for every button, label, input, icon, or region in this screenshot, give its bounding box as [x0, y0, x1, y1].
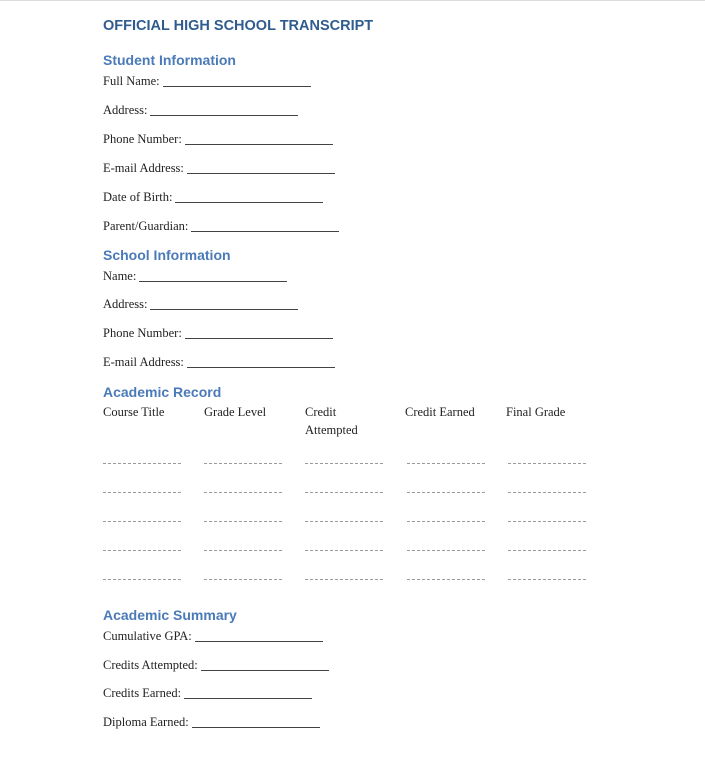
full-name-input-line[interactable] — [163, 74, 311, 87]
final-grade-cell[interactable] — [508, 550, 586, 551]
diploma-earned-field[interactable] — [103, 713, 320, 731]
field-label: Phone Number: — [103, 132, 182, 146]
course-title-cell[interactable] — [103, 521, 181, 522]
final-grade-cell[interactable] — [508, 579, 586, 580]
course-title-cell[interactable] — [103, 463, 181, 464]
credits-earned-field[interactable] — [103, 684, 312, 702]
field-label: Credits Attempted: — [103, 658, 198, 672]
column-header-final-grade: Final Grade — [506, 405, 566, 419]
course-title-cell[interactable] — [103, 550, 181, 551]
grade-level-cell[interactable] — [204, 492, 282, 493]
school-phone-input-line[interactable] — [185, 326, 333, 339]
grade-level-cell[interactable] — [204, 463, 282, 464]
dob-input-line[interactable] — [175, 190, 323, 203]
course-title-cell[interactable] — [103, 579, 181, 580]
credits-attempted-input-line[interactable] — [201, 658, 329, 671]
school-address-field[interactable] — [103, 295, 298, 313]
column-header-grade-level: Grade Level — [204, 405, 267, 419]
document-title: OFFICIAL HIGH SCHOOL TRANSCRIPT — [103, 18, 374, 34]
address-input-line[interactable] — [150, 103, 298, 116]
field-label: Credits Earned: — [103, 686, 182, 700]
school-address-input-line[interactable] — [150, 297, 298, 310]
final-grade-cell[interactable] — [508, 521, 586, 522]
school-email-input-line[interactable] — [187, 355, 335, 368]
credit-attempted-cell[interactable] — [305, 550, 383, 551]
student-guardian-field[interactable] — [103, 217, 339, 235]
field-label: Diploma Earned: — [103, 715, 189, 729]
school-phone-field[interactable] — [103, 324, 333, 342]
final-grade-cell[interactable] — [508, 492, 586, 493]
field-label: Phone Number: — [103, 326, 182, 340]
student-address-field[interactable] — [103, 101, 298, 119]
student-info-heading: Student Information — [103, 52, 236, 68]
credit-earned-cell[interactable] — [407, 463, 485, 464]
school-email-field[interactable] — [103, 353, 335, 371]
field-label: E-mail Address: — [103, 355, 184, 369]
credit-earned-cell[interactable] — [407, 550, 485, 551]
column-header-credit-attempted: Credit Attempted — [305, 405, 358, 437]
page-top-border — [0, 0, 705, 1]
field-label: Name: — [103, 269, 137, 283]
column-header-course-title: Course Title — [103, 405, 165, 419]
diploma-earned-input-line[interactable] — [192, 715, 320, 728]
gpa-input-line[interactable] — [195, 629, 323, 642]
school-info-heading: School Information — [103, 247, 231, 263]
academic-record-heading: Academic Record — [103, 384, 222, 400]
cumulative-gpa-field[interactable] — [103, 627, 323, 645]
field-label: Full Name: — [103, 74, 160, 88]
student-full-name-field[interactable] — [103, 72, 311, 90]
grade-level-cell[interactable] — [204, 579, 282, 580]
credit-attempted-cell[interactable] — [305, 492, 383, 493]
student-phone-field[interactable] — [103, 130, 333, 148]
credits-attempted-field[interactable] — [103, 656, 329, 674]
phone-input-line[interactable] — [185, 132, 333, 145]
guardian-input-line[interactable] — [191, 219, 339, 232]
credits-earned-input-line[interactable] — [184, 686, 312, 699]
credit-earned-cell[interactable] — [407, 579, 485, 580]
field-label: Cumulative GPA: — [103, 629, 192, 643]
grade-level-cell[interactable] — [204, 521, 282, 522]
credit-attempted-cell[interactable] — [305, 579, 383, 580]
field-label: Address: — [103, 297, 148, 311]
credit-earned-cell[interactable] — [407, 521, 485, 522]
school-name-input-line[interactable] — [139, 269, 287, 282]
school-name-field[interactable] — [103, 267, 287, 285]
field-label: Address: — [103, 103, 148, 117]
course-title-cell[interactable] — [103, 492, 181, 493]
credit-earned-cell[interactable] — [407, 492, 485, 493]
credit-attempted-cell[interactable] — [305, 463, 383, 464]
field-label: E-mail Address: — [103, 161, 184, 175]
field-label: Date of Birth: — [103, 190, 173, 204]
field-label: Parent/Guardian: — [103, 219, 189, 233]
academic-summary-heading: Academic Summary — [103, 607, 237, 623]
student-dob-field[interactable] — [103, 188, 323, 206]
grade-level-cell[interactable] — [204, 550, 282, 551]
credit-attempted-cell[interactable] — [305, 521, 383, 522]
column-header-credit-earned: Credit Earned — [405, 405, 475, 419]
final-grade-cell[interactable] — [508, 463, 586, 464]
email-input-line[interactable] — [187, 161, 335, 174]
student-email-field[interactable] — [103, 159, 335, 177]
